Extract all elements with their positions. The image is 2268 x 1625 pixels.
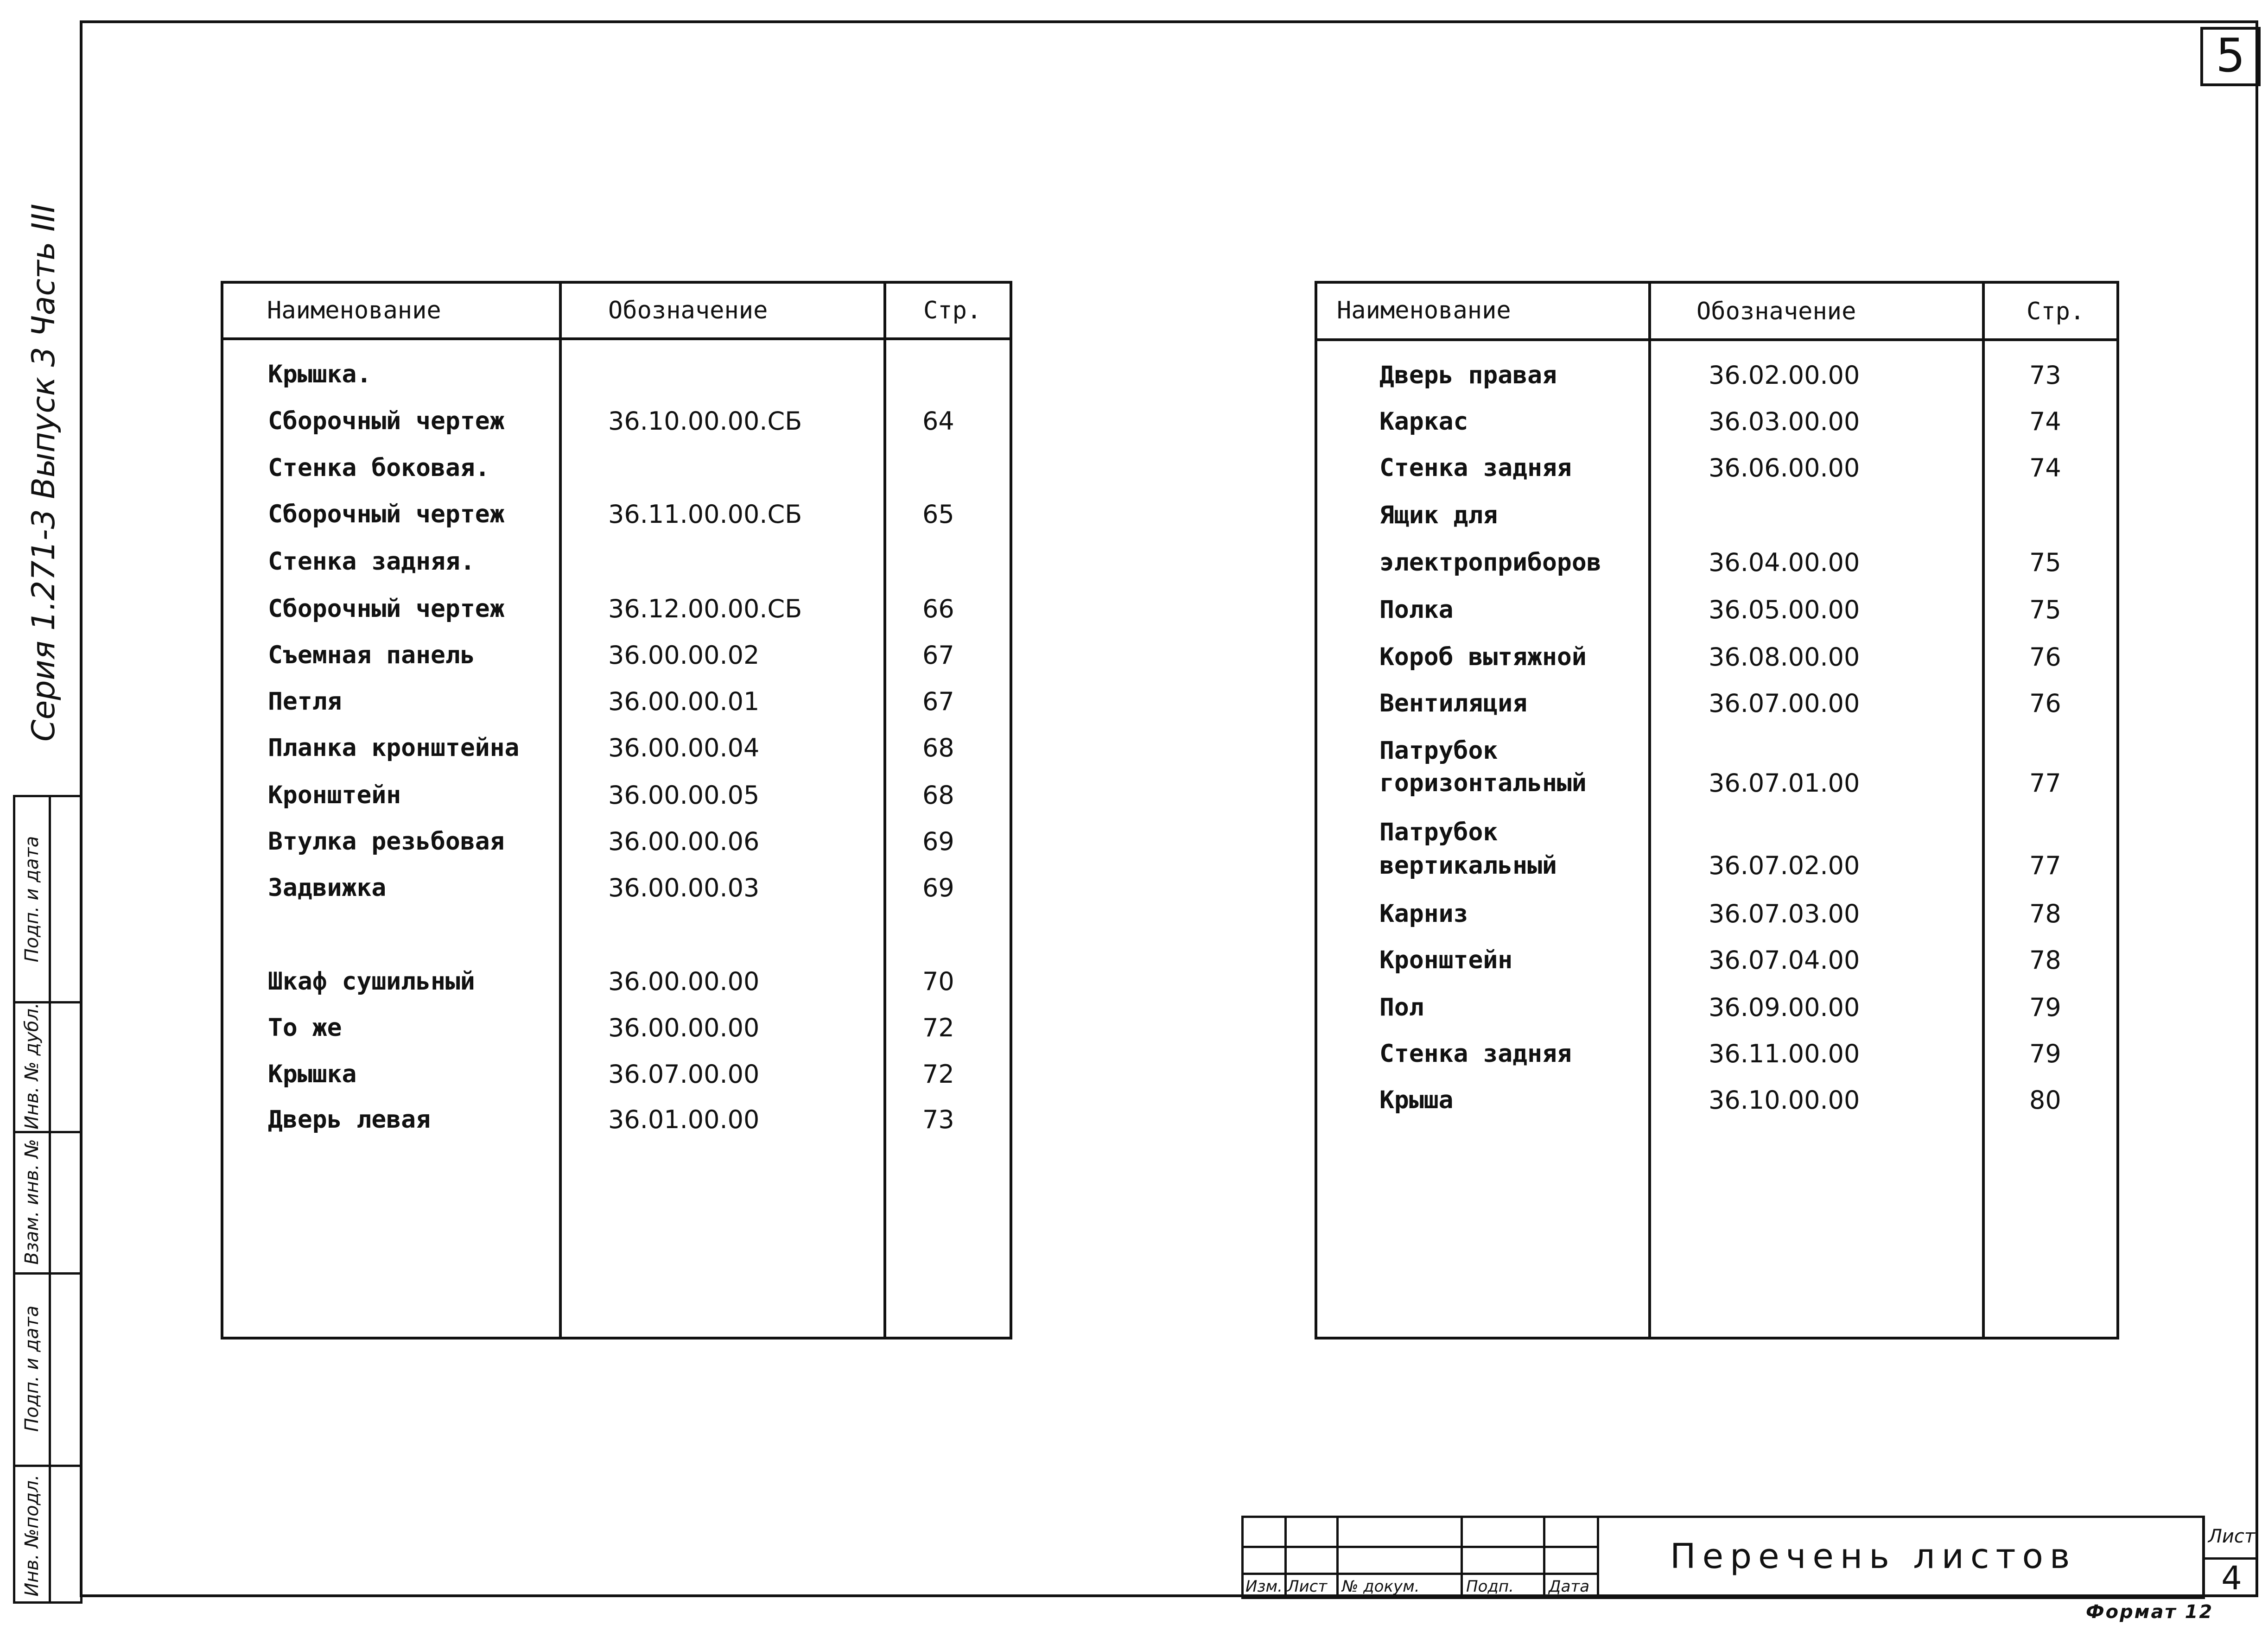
row-name: Дверь правая: [1379, 361, 1557, 389]
row-page: 68: [922, 733, 954, 762]
row-code: 36.12.00.00.СБ: [608, 594, 802, 623]
header-name: Наименование: [1337, 297, 1511, 324]
strip-cell: [15, 1272, 49, 1465]
row-name: Планка кронштейна: [268, 734, 520, 762]
row-code: 36.02.00.00: [1709, 361, 1860, 390]
title-block-line: [1244, 1573, 1597, 1575]
row-name: Крыша: [1379, 1086, 1454, 1114]
header-name: Наименование: [267, 297, 441, 324]
col-label-change: Изм.: [1245, 1577, 1283, 1596]
row-name: Стенка боковая.: [268, 454, 490, 482]
title-block-line: [1543, 1518, 1545, 1597]
row-name: Петля: [268, 687, 342, 716]
row-code: 36.00.00.05: [608, 781, 760, 810]
header-divider: [1317, 338, 2116, 341]
row-page: 77: [2029, 768, 2061, 798]
row-code: 36.01.00.00: [608, 1105, 760, 1134]
strip-divider: [15, 1272, 80, 1275]
col-label-date: Дата: [1549, 1577, 1590, 1596]
side-stamp-strip: [13, 795, 83, 1604]
col-label-signature: Подп.: [1466, 1577, 1514, 1596]
row-name: Ящик для: [1379, 501, 1498, 529]
strip-divider: [15, 1001, 80, 1003]
row-code: 36.09.00.00: [1709, 993, 1860, 1022]
column-divider: [883, 284, 886, 1337]
row-page: 66: [922, 594, 954, 623]
strip-label: Подп. и дата: [21, 836, 43, 963]
column-divider: [559, 284, 562, 1337]
sheet-list-table-left: [221, 281, 1012, 1339]
row-page: 70: [922, 967, 954, 996]
strip-label: Подп. и дата: [21, 1305, 43, 1432]
row-code: 36.11.00.00.СБ: [608, 500, 802, 529]
row-page: 73: [2029, 361, 2061, 390]
row-page: 72: [922, 1060, 954, 1089]
row-name: Задвижка: [268, 874, 387, 902]
row-page: 69: [922, 873, 954, 902]
strip-label: Взам. инв. №: [21, 1138, 43, 1265]
row-page: 69: [922, 827, 954, 856]
row-code: 36.07.04.00: [1709, 946, 1860, 975]
title-block-line: [1461, 1518, 1463, 1597]
row-code: 36.00.00.04: [608, 733, 760, 762]
row-name: Стенка задняя: [1379, 454, 1572, 482]
row-name: Сборочный чертеж: [268, 595, 505, 623]
row-code: 36.07.00.00: [608, 1060, 760, 1089]
strip-label: Инв. № дубл.: [21, 1003, 43, 1130]
row-name: электроприборов: [1379, 548, 1601, 577]
sheet-number: 5: [2200, 27, 2261, 86]
row-name: Вентиляция: [1379, 689, 1528, 717]
row-code: 36.06.00.00: [1709, 453, 1860, 482]
row-code: 36.00.00.02: [608, 641, 760, 670]
row-name: Крышка: [268, 1060, 357, 1088]
row-page: 75: [2029, 548, 2061, 577]
row-name: Сборочный чертеж: [268, 407, 505, 435]
row-page: 78: [2029, 899, 2061, 928]
row-name: горизонтальный: [1379, 769, 1587, 797]
row-code: 36.07.03.00: [1709, 899, 1860, 928]
row-code: 36.00.00.00: [608, 967, 760, 996]
row-name: Дверь левая: [268, 1105, 431, 1134]
row-code: 36.08.00.00: [1709, 642, 1860, 672]
header-page: Стр.: [923, 297, 982, 324]
row-name: Съемная панель: [268, 641, 475, 669]
strip-cell: [15, 797, 49, 1001]
row-name: Пол: [1379, 993, 1424, 1022]
column-divider: [1982, 284, 1985, 1337]
sheet-cell: [2203, 1516, 2258, 1599]
column-divider: [1648, 284, 1651, 1337]
row-name: Стенка задняя.: [268, 547, 475, 576]
row-name: Каркас: [1379, 407, 1468, 436]
series-label: Серия 1.271-3 Выпуск 3 Часть III: [25, 203, 62, 742]
row-code: 36.10.00.00: [1709, 1085, 1860, 1115]
row-page: 74: [2029, 453, 2061, 482]
row-page: 74: [2029, 407, 2061, 436]
strip-divider: [15, 1131, 80, 1133]
row-name: Карниз: [1379, 900, 1468, 928]
row-name: То же: [268, 1014, 342, 1042]
sheet-value: 4: [2221, 1559, 2242, 1597]
strip-divider-vertical: [49, 797, 51, 1601]
row-code: 36.00.00.01: [608, 687, 760, 716]
row-page: 75: [2029, 595, 2061, 624]
row-name: Крышка.: [268, 360, 372, 388]
header-code: Обозначение: [608, 297, 768, 324]
sheet-label: Лист: [2205, 1516, 2258, 1560]
strip-cell: [15, 1131, 49, 1272]
title-block-line: [1336, 1518, 1339, 1597]
row-page: 67: [922, 687, 954, 716]
strip-cell: [15, 1465, 49, 1606]
row-code: 36.00.00.03: [608, 873, 760, 902]
row-page: 73: [922, 1105, 954, 1134]
row-code: 36.00.00.06: [608, 827, 760, 856]
row-code: 36.10.00.00.СБ: [608, 406, 802, 436]
row-page: 80: [2029, 1085, 2061, 1115]
sheet-list-table-right: [1315, 281, 2119, 1339]
row-code: 36.04.00.00: [1709, 548, 1860, 577]
strip-cell: [15, 1001, 49, 1131]
row-name: вертикальный: [1379, 851, 1557, 880]
row-page: 72: [922, 1013, 954, 1042]
title-block-line: [1244, 1546, 1597, 1548]
row-name: Стенка задняя: [1379, 1040, 1572, 1068]
header-code: Обозначение: [1696, 298, 1856, 325]
row-code: 36.07.02.00: [1709, 851, 1860, 880]
row-page: 78: [2029, 946, 2061, 975]
row-code: 36.00.00.00: [608, 1013, 760, 1042]
row-code: 36.03.00.00: [1709, 407, 1860, 436]
strip-label: Инв. №подл.: [21, 1474, 43, 1597]
row-page: 79: [2029, 993, 2061, 1022]
row-page: 64: [922, 406, 954, 436]
col-label-doc-number: № докум.: [1342, 1577, 1420, 1596]
document-title: Перечень листов: [1670, 1536, 2077, 1576]
row-name: Шкаф сушильный: [268, 967, 475, 996]
row-name: Сборочный чертеж: [268, 500, 505, 528]
row-page: 67: [922, 641, 954, 670]
row-code: 36.07.00.00: [1709, 689, 1860, 718]
title-block-line: [1284, 1518, 1287, 1597]
row-name: Кронштейн: [268, 781, 401, 809]
row-name: Втулка резьбовая: [268, 827, 505, 856]
row-page: 76: [2029, 689, 2061, 718]
row-page: 77: [2029, 851, 2061, 880]
row-page: 65: [922, 500, 954, 529]
header-page: Стр.: [2027, 298, 2085, 325]
row-code: 36.07.01.00: [1709, 768, 1860, 798]
header-divider: [223, 337, 1010, 340]
title-block: [1241, 1516, 2204, 1599]
row-code: 36.11.00.00: [1709, 1039, 1860, 1068]
row-name: Полка: [1379, 596, 1454, 624]
row-page: 68: [922, 781, 954, 810]
row-name: Патрубок: [1379, 818, 1498, 846]
row-code: 36.05.00.00: [1709, 595, 1860, 624]
row-name: Кронштейн: [1379, 946, 1513, 974]
row-name: Патрубок: [1379, 736, 1498, 765]
row-name: Короб вытяжной: [1379, 643, 1587, 671]
strip-divider: [15, 1465, 80, 1467]
row-page: 79: [2029, 1039, 2061, 1068]
col-label-sheet: Лист: [1287, 1577, 1328, 1596]
row-page: 76: [2029, 642, 2061, 672]
format-label: Формат 12: [2086, 1601, 2214, 1623]
title-block-line: [1597, 1518, 1599, 1597]
